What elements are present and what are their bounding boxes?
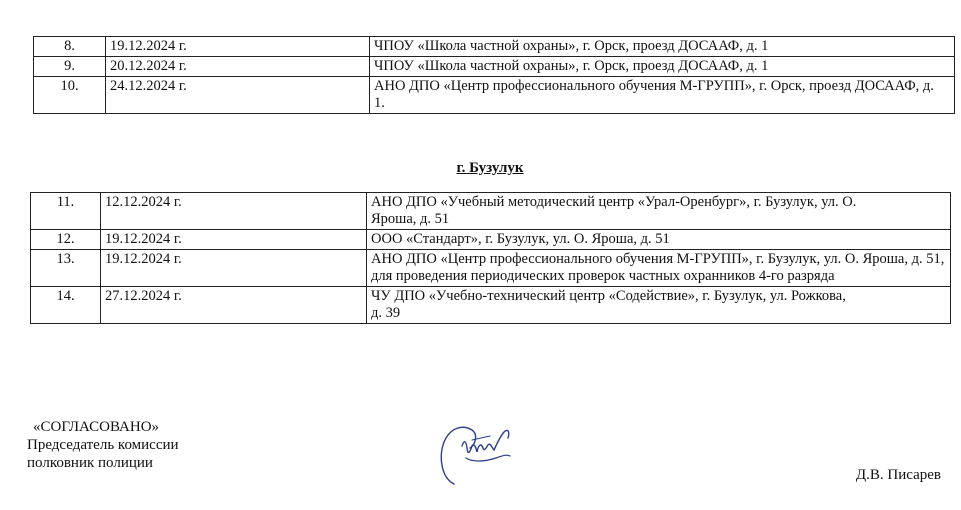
row-number: 10. [34, 77, 106, 114]
row-number: 14. [31, 287, 101, 324]
schedule-table-orsk [33, 36, 955, 114]
handwritten-signature [432, 418, 522, 495]
approval-position: Председатель комиссии [27, 437, 179, 453]
row-organization: ООО «Стандарт», г. Бузулук, ул. О. Яроша, д. 51 [367, 230, 951, 250]
row-date: 27.12.2024 г. [101, 287, 367, 324]
table-row [34, 37, 955, 57]
row-organization: АНО ДПО «Центр профессионального обучения М-ГРУПП», г. Бузулук, ул. О. Яроша, д. 51, для проведения периодических проверок частных охранников 4-го разряда [367, 250, 951, 287]
table-row [31, 287, 951, 324]
row-number: 12. [31, 230, 101, 250]
approval-block [27, 418, 179, 472]
approval-rank: полковник полиции [27, 455, 153, 471]
signer-name: Д.В. Писарев [855, 467, 941, 483]
row-number: 11. [31, 193, 101, 230]
row-date: 20.12.2024 г. [106, 57, 370, 77]
table-row [31, 250, 951, 287]
row-date: 19.12.2024 г. [101, 230, 367, 250]
row-organization: ЧПОУ «Школа частной охраны», г. Орск, проезд ДОСААФ, д. 1 [370, 37, 955, 57]
schedule-table-buzuluk [30, 192, 951, 324]
row-organization: ЧПОУ «Школа частной охраны», г. Орск, проезд ДОСААФ, д. 1 [370, 57, 955, 77]
section-title-buzuluk: г. Бузулук [456, 160, 524, 176]
row-organization: ЧУ ДПО «Учебно-технический центр «Содействие», г. Бузулук, ул. Рожкова, д. 39 [367, 287, 951, 324]
table-row [34, 57, 955, 77]
table-row [31, 193, 951, 230]
row-organization: АНО ДПО «Центр профессионального обучения М-ГРУПП», г. Орск, проезд ДОСААФ, д. 1. [370, 77, 955, 114]
row-number: 8. [34, 37, 106, 57]
row-date: 19.12.2024 г. [101, 250, 367, 287]
row-organization: АНО ДПО «Учебный методический центр «Урал-Оренбург», г. Бузулук, ул. О. Яроша, д. 51 [367, 193, 951, 230]
row-date: 12.12.2024 г. [101, 193, 367, 230]
table-row [34, 77, 955, 114]
row-number: 9. [34, 57, 106, 77]
row-date: 24.12.2024 г. [106, 77, 370, 114]
table-row [31, 230, 951, 250]
row-date: 19.12.2024 г. [106, 37, 370, 57]
approval-stamp-text: «СОГЛАСОВАНО» [33, 419, 160, 435]
row-number: 13. [31, 250, 101, 287]
